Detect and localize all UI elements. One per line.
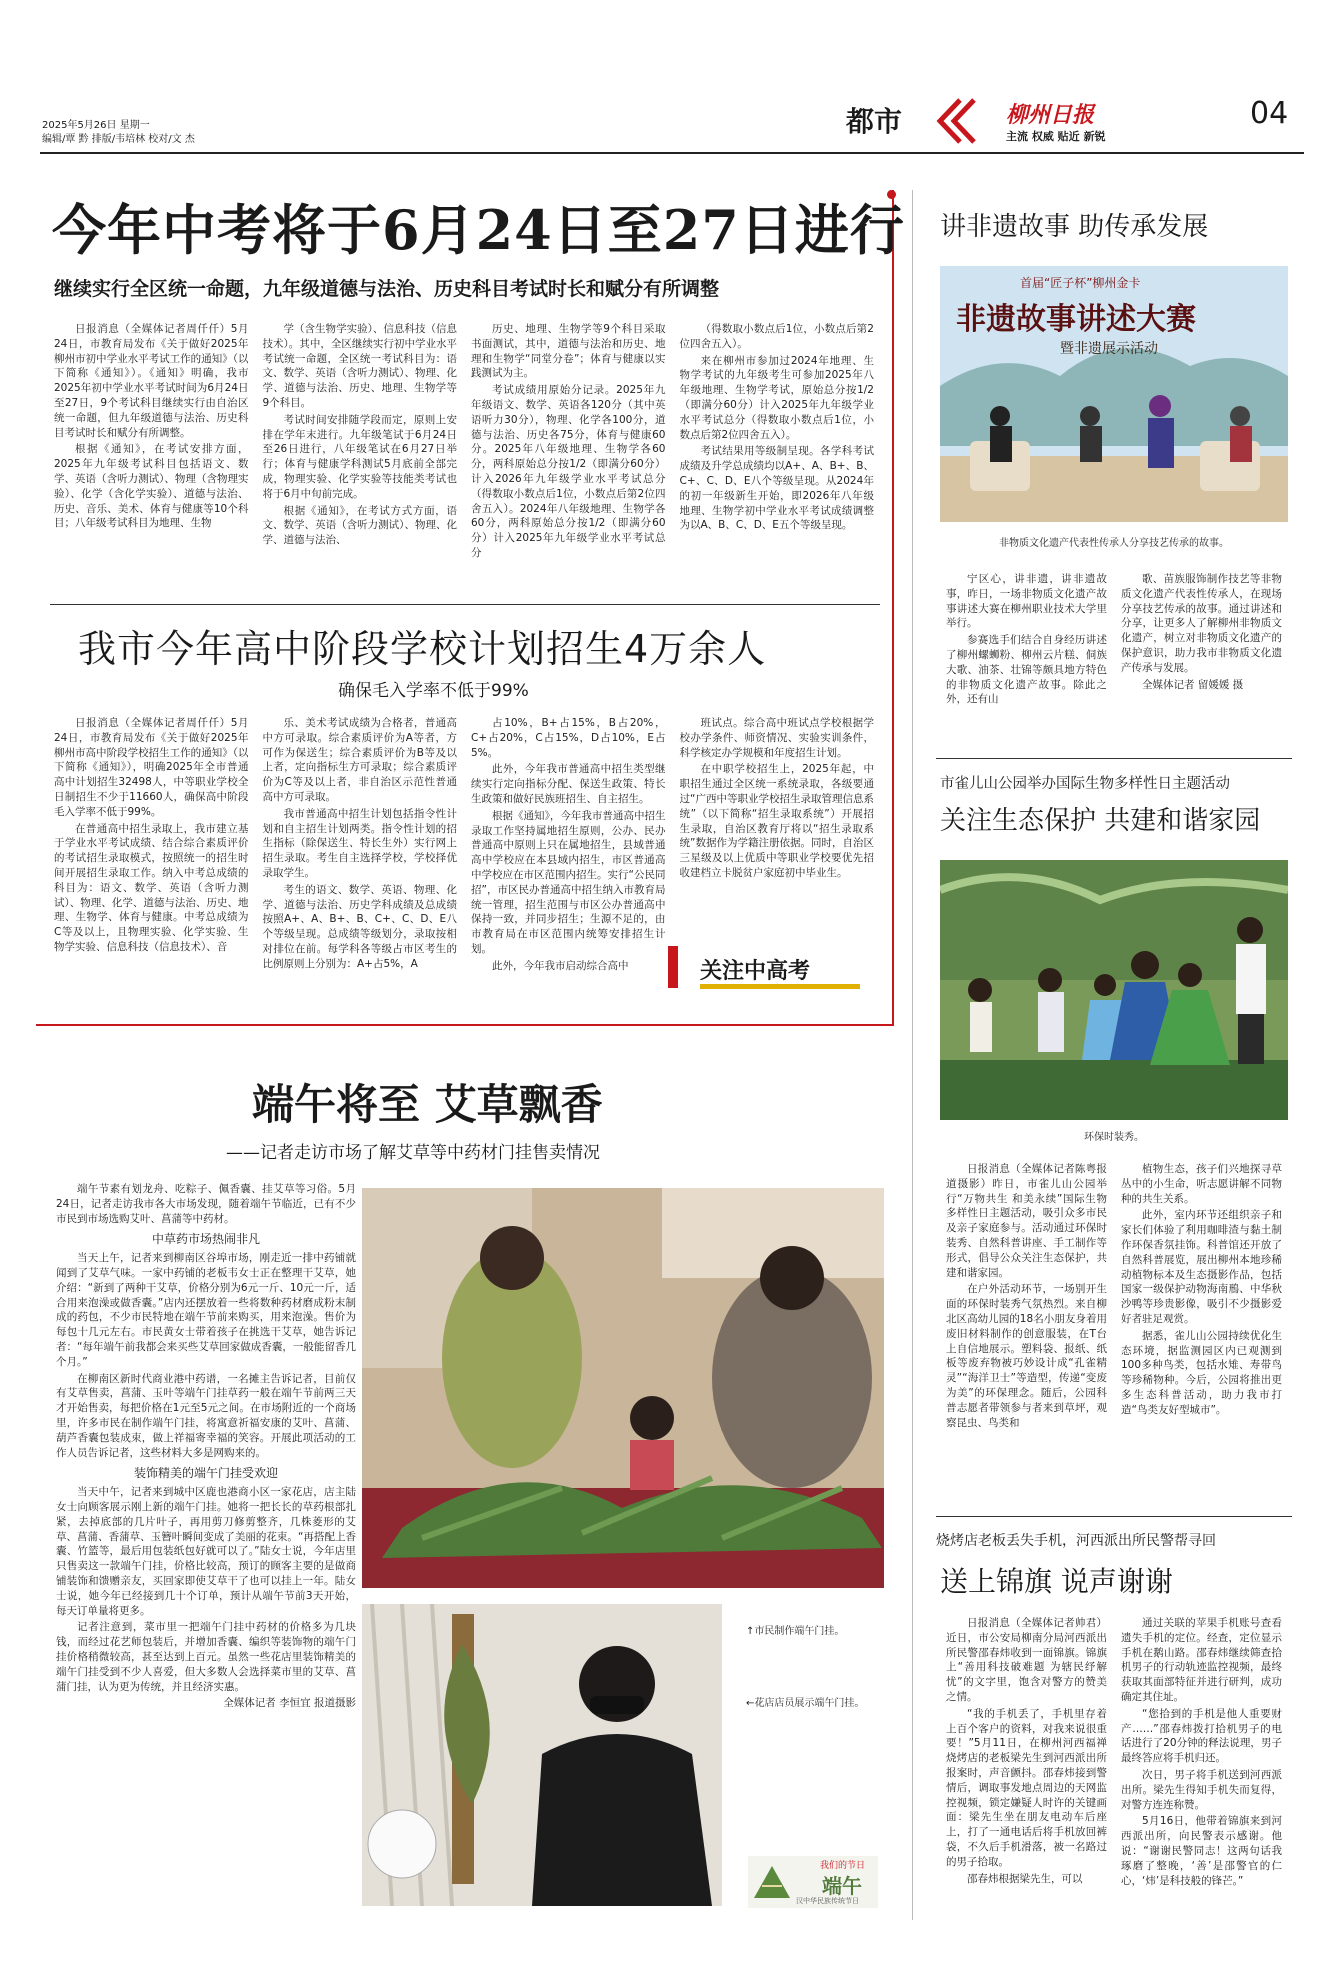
article2-tag-label: 关注中高考: [700, 959, 811, 984]
article1-paragraph: 历史、地理、生物学等9个科目采取书面测试，其中，道德与法治和历史、地理和生物学“同堂分卷”；体育与健康以实践测试为主。: [471, 323, 666, 380]
right3-paragraph: 通过关联的苹果手机账号查看遗失手机的定位。经查，定位显示手机在鹅山路。邵春炜继续筛查拾机男子的行动轨迹监控视频，最终获取其面部特征并进行研判，成功确定其住址。: [1121, 1617, 1282, 1703]
article2-col-1: [54, 716, 249, 1010]
article1-paragraph: 根据《通知》，在考试安排方面，2025年九年级考试科目包括语文、数学、英语（含听力测试）、物理（含物理实验）、化学（含化学实验）、道德与法治、历史、音乐、美术、体育与健康等10个科目；八年级考试科目为地理、生物: [54, 443, 249, 530]
right3-paragraph: “我的手机丢了，手机里存着上百个客户的资料，对我来说很重要！”5月11日，在柳州河西福禅烧烤店的老板梁先生到河西派出所报案时，声音颤抖。邵春炜接到警情后，调取事发地点周边的天网监控视频，锁定嫌疑人时许的关键画面：梁先生坐在朋友电动车后座上，打了一通电话后将手机放回裤袋，不久后手机滑落，被一名路过的男子拾取。: [946, 1707, 1107, 1868]
masthead-slogan: 主流 权威 贴近 新锐: [1006, 130, 1106, 143]
article2-subhead: 确保毛入学率不低于99%: [338, 681, 529, 701]
article3.section2_body-paragraph: 记者注意到，菜市里一把端午门挂中药材的价格多为几块钱，而经过花艺师包装后，并增加香囊、编织等装饰物的端午门挂价格稍微较高，甚至达到上百元。虽然一些花店里装饰精美的端午门挂受到不少人喜爱，但大多数人会选择菜市里的艾草、菖蒲门挂，认为更为传统，并且经济实惠。: [56, 1621, 356, 1693]
article2-paragraph: 此外，今年我市普通高中招生类型继续实行定向指标分配、保送生政策、特长生政策和做好民族班招生、自主招生。: [471, 763, 666, 805]
article1-paragraph: 来在柳州市参加过2024年地理、生物学考试的九年级考生可参加2025年八年级地理、生物学考试，原始总分按1/2（即满分60分）计入2025年九年级学业水平考试总分（得数取小数点后1位，小数点后第2位四舍五入）。: [679, 354, 874, 441]
right1-divider: [936, 758, 1292, 759]
article1-body: [54, 322, 874, 582]
photo-scene-2: [362, 1604, 722, 1906]
right3-kicker: 烧烤店老板丢失手机，河西派出所民警帮寻回: [936, 1533, 1216, 1549]
right2-headline: 关注生态保护 共建和谐家园: [940, 806, 1261, 836]
article2-tag: [668, 946, 874, 988]
article3.section1_body-paragraph: 在柳南区新时代商业港中药谱，一名摊主告诉记者，目前仅有艾草售卖，菖蒲、玉叶等端午门挂草药一般在端午节前两三天才开始售卖，每把价格在1元至5元之间。在市场附近的一个商场里，许多市民在制作端午门挂，将寓意祈福安康的艾叶、菖蒲、葫芦香囊包装成束，做上祥福寄幸福的笑容。开展此项活动的工作人员告诉记者，这些材料大多是网购来的。: [56, 1372, 356, 1459]
tag-underline: [700, 984, 860, 989]
right2-divider: [936, 1516, 1292, 1517]
right1-body: [946, 572, 1282, 752]
article3.section2_body-paragraph: 当天中午，记者来到城中区鹿也港商小区一家花店，店主陆女士向顾客展示刚上新的端午门挂。她将一把长长的草药根部扎紧，去掉底部的几片叶子，再用剪刀修剪整齐，几株菱形的艾草、菖蒲、香蒲草、玉簪叶瞬间变成了美丽的花束。“再搭配上香囊、竹篮等，最后用包装纸包好就可以了。”陆女士说，今年店里只售卖这一款端午门挂，价格比较高，预订的顾客主要的是做商铺装饰和馈赠亲友，买回家即使艾草干了也可以挂上一年。陆女士说，她今年已经接到几十个订单，预计从端午节前3天开始，每天订单量将更多。: [56, 1486, 356, 1617]
chevron-left-icon: [930, 96, 978, 146]
section2-body: [56, 1485, 356, 1694]
photo-intangible-heritage-contest: [940, 266, 1288, 522]
header-rule: [40, 152, 1304, 154]
right2-caption: 环保时装秀。: [1084, 1132, 1144, 1143]
article1-paragraph: （得数取小数点后1位，小数点后第2位四舍五入）。: [679, 323, 874, 350]
section2-title: 装饰精美的端午门挂受欢迎: [133, 1466, 278, 1481]
article1-headline: 今年中考将于6月24日至27日进行: [52, 198, 905, 262]
right-column-rule: [912, 190, 913, 1920]
article1-paragraph: 考试结果用等级制呈现。各学科考试成绩及升学总成绩均以A+、A、B+、B、C+、C、D、E八个等级呈现。从2024年的初一年级新生开始，即2026年八年级地理、生物学初中学业水平考试成绩调整为以A、B、C、D、E五个等级呈现。: [679, 445, 874, 532]
photo-scene-4: [940, 860, 1288, 1120]
right2-body: [946, 1162, 1282, 1508]
article3-text: [56, 1182, 356, 1908]
article2-headline: 我市今年高中阶段学校计划招生4万余人: [78, 627, 767, 671]
page-number: 04: [1250, 96, 1289, 131]
photo2-caption-1: ↑市民制作端午门挂。: [746, 1626, 845, 1637]
right3-paragraph: 日报消息（全媒体记者帅君）近日，市公安局柳南分局河西派出所民警邵春炜收到一面锦旗。锦旗上“善用科技破难题 为辖民纾解忧”的文字里，饱含对警方的赞美之情。: [946, 1617, 1107, 1703]
right1-paragraph: 歌、苗族服饰制作技艺等非物质文化遗产代表性传承人，在现场分享技艺传承的故事。通过讲述和分享，让更多人了解柳州非物质文化遗产，树立对非物质文化遗产的保护意识，助力我市非物质文化遗产传承与发展。: [1121, 573, 1282, 674]
article3-intro: 端午节素有划龙舟、吃粽子、佩香囊、挂艾草等习俗。5月24日，记者走访我市各大市场发现，随着端午节临近，已有不少市民到市场选购艾叶、菖蒲等中药材。: [56, 1183, 356, 1225]
right2-paragraph: 此外，室内环节还组织亲子和家长们体验了利用咖啡渣与黏土制作环保香氛挂饰。科普馆还开放了自然科普展览，展出柳州本地珍稀动植物标本及生态摄影作品，包括国家一级保护动物海南鳽、中华秋沙鸭等珍贵影像，吸引不少摄影爱好者驻足观赏。: [1121, 1209, 1282, 1325]
masthead-logo: 柳州日报: [1006, 102, 1095, 128]
right1-paragraph: 宁区心，讲非遗，讲非遗故事，昨日，一场非物质文化遗产故事讲述大赛在柳州职业技术大学里举行。: [946, 573, 1107, 630]
article1-col-2: [263, 322, 458, 582]
badge-title: 我们的节日: [820, 1861, 866, 1871]
contest-banner-line1: 首届“匠子杯”柳州金卡: [1020, 276, 1141, 290]
right1-col-2: [1121, 572, 1282, 752]
article1-divider: [50, 604, 880, 605]
right3-col-2: [1121, 1616, 1282, 1916]
photo-eco-fashion-show: [940, 860, 1288, 1120]
festival-badge: [748, 1856, 878, 1908]
right2-kicker: 市雀儿山公园举办国际生物多样性日主题活动: [940, 776, 1230, 792]
photo-making-door-hangings: [362, 1188, 884, 1588]
contest-banner-line3: 暨非遗展示活动: [1060, 341, 1158, 357]
right3-body: [946, 1616, 1282, 1916]
right3-paragraph: “您拾到的手机是他人重要财产……”邵春炜拨打拾机男子的电话进行了20分钟的释法说理，男子最终答应将手机归还。: [1121, 1707, 1282, 1765]
right2-paragraph: 植物生态，孩子们兴地探寻草丛中的小生命，听志愿讲解不同物种的共生关系。: [1121, 1163, 1282, 1205]
right1-paragraph: 全媒体记者 留媛媛 摄: [1142, 678, 1244, 691]
article3.section1_body-paragraph: 当天上午，记者来到柳南区谷埠市场，刚走近一排中药铺就闻到了艾草气味。一家中药铺的老板韦女士正在整理干艾草，她介绍：“新到了两种干艾草，价格分别为6元一斤、10元一斤，适合用来泡澡或做香囊。”店内还摆放着一些将数种药材磨成粉末制成的药包，不少市民特地在端午节前来购买，用来泡澡。售价为每包十几元左右。市民黄女士带着孩子在挑选干艾草，她告诉记者：“每年端午前我都会来买些艾草回家做成香囊，一般能留香几个月。”: [56, 1252, 356, 1368]
article1-paragraph: 学（含生物学实验）、信息科技（信息技术）。其中，全区继续实行初中学业水平考试统一命题，全区统一考试科目为：语文、数学、英语（含听力测试）、物理、化学、道德与法治、历史、地理、生物学等9个科目。: [262, 323, 457, 409]
article1-col-1: [54, 322, 249, 582]
article2-paragraph: 乐、美术考试成绩为合格者，普通高中方可录取。综合素质评价为A等者，方可作为保送生；综合素质评价为B等及以上者，定向指标生方可录取；综合素质评价为C等及以上者，非自治区示范性普通高中方可录取。: [262, 717, 457, 803]
article3-subhead: ——记者走访市场了解艾草等中药材门挂售卖情况: [226, 1143, 600, 1163]
article1-paragraph: 根据《通知》，在考试方式方面，语文、数学、英语（含听力测试）、物理、化学、道德与法治、: [262, 504, 457, 547]
right1-headline: 讲非遗故事 助传承发展: [940, 212, 1209, 242]
article2-paragraph: 班试点。综合高中班试点学校根据学校办学条件、师资情况、实验实训条件，科学核定办学规模和年度招生计划。: [679, 717, 874, 759]
header-date: 2025年5月26日 星期一: [42, 120, 150, 131]
article2-paragraph: 占10%，B+占15%，B占20%，C+占20%，C占15%，D占10%，E占5%。: [471, 717, 666, 759]
article2-paragraph: 在普通高中招生录取上，我市建立基于学业水平考试成绩、结合综合素质评价的考试招生录取模式，按照统一的招生时间开展招生录取工作。纳入中考总成绩的科目为：语文、数学、英语（含听力测试）、物理、化学、道德与法治、历史、地理、生物学、体育与健康。中考总成绩为C等及以上，且物理实验、化学实验、生物学实验、信息科技（信息技术）、音: [54, 822, 249, 953]
section1-title: 中草药市场热闹非凡: [151, 1232, 260, 1247]
right2-col-2: [1121, 1162, 1282, 1508]
section-name: 都市: [846, 105, 903, 138]
badge-main: 端午: [822, 1874, 862, 1898]
article1-subhead: 继续实行全区统一命题，九年级道德与法治、历史科目考试时长和赋分有所调整: [54, 278, 720, 300]
article2-paragraph: 日报消息（全媒体记者周仟仟）5月24日，市教育局发布《关于做好2025年柳州市高中阶段学校招生工作的通知》（以下简称《通知》），明确2025年全市普通高中计划招生32498人，中等职业学校全日制招生不少于11660人，确保高中阶段毛入学率不低于99%。: [54, 717, 249, 818]
article1-paragraph: 日报消息（全媒体记者周仟仟）5月24日，市教育局发布《关于做好2025年柳州市初中学业水平考试工作的通知》（以下简称《通知》）。《通知》明确，我市2025年初中学业水平考试时间为6月24日至27日，9个考试科目继续实行由自治区统一命题，但九年级道德与法治、历史科目考试时长和赋分有所调整。: [54, 323, 249, 439]
contest-banner-line2: 非遗故事讲述大赛: [956, 302, 1196, 337]
photo2-caption-2: ←花店店员展示端午门挂。: [746, 1698, 865, 1709]
zongzi-icon: [750, 1862, 794, 1902]
right3-paragraph: 5月16日，他带着锦旗来到河西派出所，向民警表示感谢。他说：“谢谢民警同志！这两句话我琢磨了整晚，‘善’是邵警官的仁心，‘炜’是科技般的锋芒。”: [1121, 1815, 1282, 1887]
right1-paragraph: 参赛选手们结合自身经历讲述了柳州螺蛳粉、柳州云片糕、侗族大歌、油茶、壮锦等颇具地方特色的非物质文化遗产故事。除此之外，还有山: [946, 634, 1107, 706]
badge-sub: 汉中华民族传统节日: [796, 1897, 859, 1905]
article3-headline: 端午将至 艾草飘香: [252, 1080, 603, 1129]
article2-paragraph: 根据《通知》，今年我市普通高中招生录取工作坚持属地招生原则，公办、民办普通高中原则上只在属地招生，县域普通高中学校应在本县域内招生，市区普通高中学校应在市区范围内招生。实行“公民同招”，市区民办普通高中招生纳入市教育局统一管理，招生范围与市区公办普通高中保持一致，并同步招生；生源不足的，由市教育局在市区范围内统筹安排招生计划。: [471, 809, 666, 955]
right2-paragraph: 在户外活动环节，一场别开生面的环保时装秀气氛热烈。来自柳北区高幼儿园的18名小朋友身着用废旧材料制作的创意服装，在T台上自信地展示。塑料袋、报纸、纸板等废弃物被巧妙设计成“孔雀精灵”“海洋卫士”等造型，传递“变废为美”的环保理念。随后，公园科普志愿者带领参与者来到草坪，观察昆虫、鸟类和: [946, 1283, 1107, 1429]
article2-col-2: [263, 716, 458, 1010]
right3-paragraph: 邵春炜根据梁先生，可以: [967, 1872, 1083, 1885]
article1-col-4: [680, 322, 875, 582]
article2-paragraph: 考生的语文、数学、英语、物理、化学、道德与法治、历史学科成绩及总成绩按照A+、A、B+、B、C+、C、D、E八个等级呈现。总成绩等级划分，录取按相对排位在前。每学科各等级占市区考生的比例原则上分别为：A+占5%，A: [262, 883, 457, 970]
article2-col-3: [471, 716, 666, 1010]
right3-paragraph: 次日，男子将手机送到河西派出所。梁先生得知手机失而复得，对警方连连称赞。: [1121, 1768, 1282, 1811]
article1-col-3: [471, 322, 666, 582]
photo-scene-1: [362, 1188, 884, 1588]
article3-byline: 全媒体记者 李恒宜 报道摄影: [223, 1697, 356, 1710]
section1-body: [56, 1251, 356, 1460]
photo-florist-door-hanging: [362, 1604, 722, 1906]
right2-paragraph: 据悉，雀儿山公园持续优化生态环境，据监测园区内已观测到100多种鸟类，包括水雉、寿带鸟等珍稀物种。今后，公园将推出更多生态科普活动，助力我市打造“鸟类友好型城市”。: [1121, 1329, 1282, 1416]
article1-paragraph: 考试时间安排随学段而定，原则上安排在学年末进行。九年级笔试于6月24日至26日进行，八年级笔试在6月27日举行；体育与健康学科测试5月底前全部完成，物理实验、化学实验等技能类考试也将于6月中旬前完成。: [262, 413, 457, 500]
right1-col-1: [946, 572, 1107, 752]
right2-paragraph: 日报消息（全媒体记者陈粤报道摄影）昨日，市雀儿山公园举行“万物共生 和美永续”国际生物多样性日主题活动，吸引众多市民及亲子家庭参与。活动通过环保时装秀、自然科普讲座、手工制作等形式，倡导公众关注生态保护，共建和谐家园。: [946, 1163, 1107, 1279]
header-editors: 编辑/覃 黔 排版/韦培林 校对/文 杰: [42, 134, 195, 145]
right1-caption: 非物质文化遗产代表性传承人分享技艺传承的故事。: [999, 538, 1229, 549]
article2-paragraph: 我市普通高中招生计划包括指令性计划和自主招生计划两类。指令性计划的招生指标（除保送生、特长生外）实行网上招生录取。考生自主选择学校，学校择优录取学生。: [262, 807, 457, 879]
article2-paragraph: 此外，今年我市启动综合高中: [492, 959, 629, 972]
article2-paragraph: 在中职学校招生上，2025年起，中职招生通过全区统一系统录取，各级要通过“广西中等职业学校招生录取管理信息系统”（以下简称“招生录取系统”）开展招生录取，自治区教育厅将以“招生录取系统”数据作为学籍注册依据。同时，自治区三星级及以上优质中等职业学校要优先招收建档立卡脱贫户家庭初中毕业生。: [679, 763, 874, 879]
right3-col-1: [946, 1616, 1107, 1916]
right2-col-1: [946, 1162, 1107, 1508]
article1-paragraph: 考试成绩用原始分记录。2025年九年级语文、数学、英语各120分（其中英语听力30分），物理、化学各100分，道德与法治、历史各75分，体育与健康60分。2025年八年级地理、生物学各60分，两科原始总分按1/2（即满分60分）计入2026年九年级学业水平考试总分（得数取小数点后1位，小数点后第2位四舍五入）。2024年八年级地理、生物学各60分，两科原始总分按1/2（即满分60分）计入2025年九年级学业水平考试总分: [471, 384, 666, 559]
right3-headline: 送上锦旗 说声谢谢: [940, 1565, 1173, 1598]
